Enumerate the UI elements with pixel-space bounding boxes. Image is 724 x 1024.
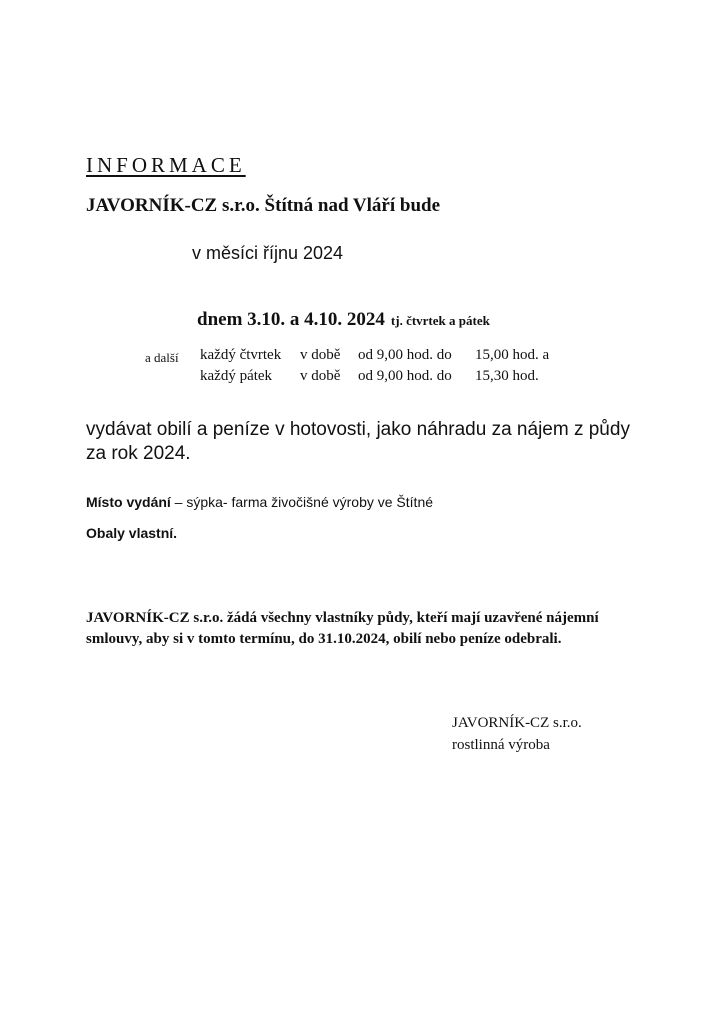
document-title: INFORMACE (86, 153, 246, 177)
schedule-when: v době (300, 368, 341, 384)
company-heading: JAVORNÍK-CZ s.r.o. Štítná nad Vláří bude (86, 195, 441, 216)
signature-company: JAVORNÍK-CZ s.r.o. (452, 715, 582, 731)
body-paragraph: vydávat obilí a peníze v hotovosti, jako náhradu za nájem z půdy za rok 2024. (86, 419, 630, 464)
month-line: v měsíci říjnu 2024 (192, 243, 344, 263)
schedule-day: každý pátek (200, 368, 273, 384)
schedule-from: od 9,00 hod. do (358, 368, 452, 384)
schedule-to: 15,00 hod. a (475, 347, 550, 363)
place-line (86, 494, 433, 510)
schedule-from: od 9,00 hod. do (358, 347, 452, 363)
dates-line (197, 309, 490, 331)
schedule-to: 15,30 hod. (475, 368, 539, 384)
dates-note: tj. čtvrtek a pátek (390, 313, 490, 328)
packaging-note: Obaly vlastní. (86, 525, 178, 541)
schedule-prefix: a další (145, 350, 179, 365)
place-label: Místo vydání (86, 494, 171, 510)
schedule-when: v době (300, 347, 341, 363)
dates-main: dnem 3.10. a 4.10. 2024 (197, 309, 385, 330)
place-value: – sýpka- farma živočišné výroby ve Štítné (170, 494, 434, 510)
request-paragraph: JAVORNÍK-CZ s.r.o. žádá všechny vlastníky půdy, kteří mají uzavřené nájemní smlouvy, aby si v tomto termínu, do 31.10.2024, obilí nebo peníze odebrali. (86, 610, 599, 647)
schedule-day: každý čtvrtek (200, 347, 282, 363)
signature-department: rostlinná výroba (452, 737, 550, 753)
